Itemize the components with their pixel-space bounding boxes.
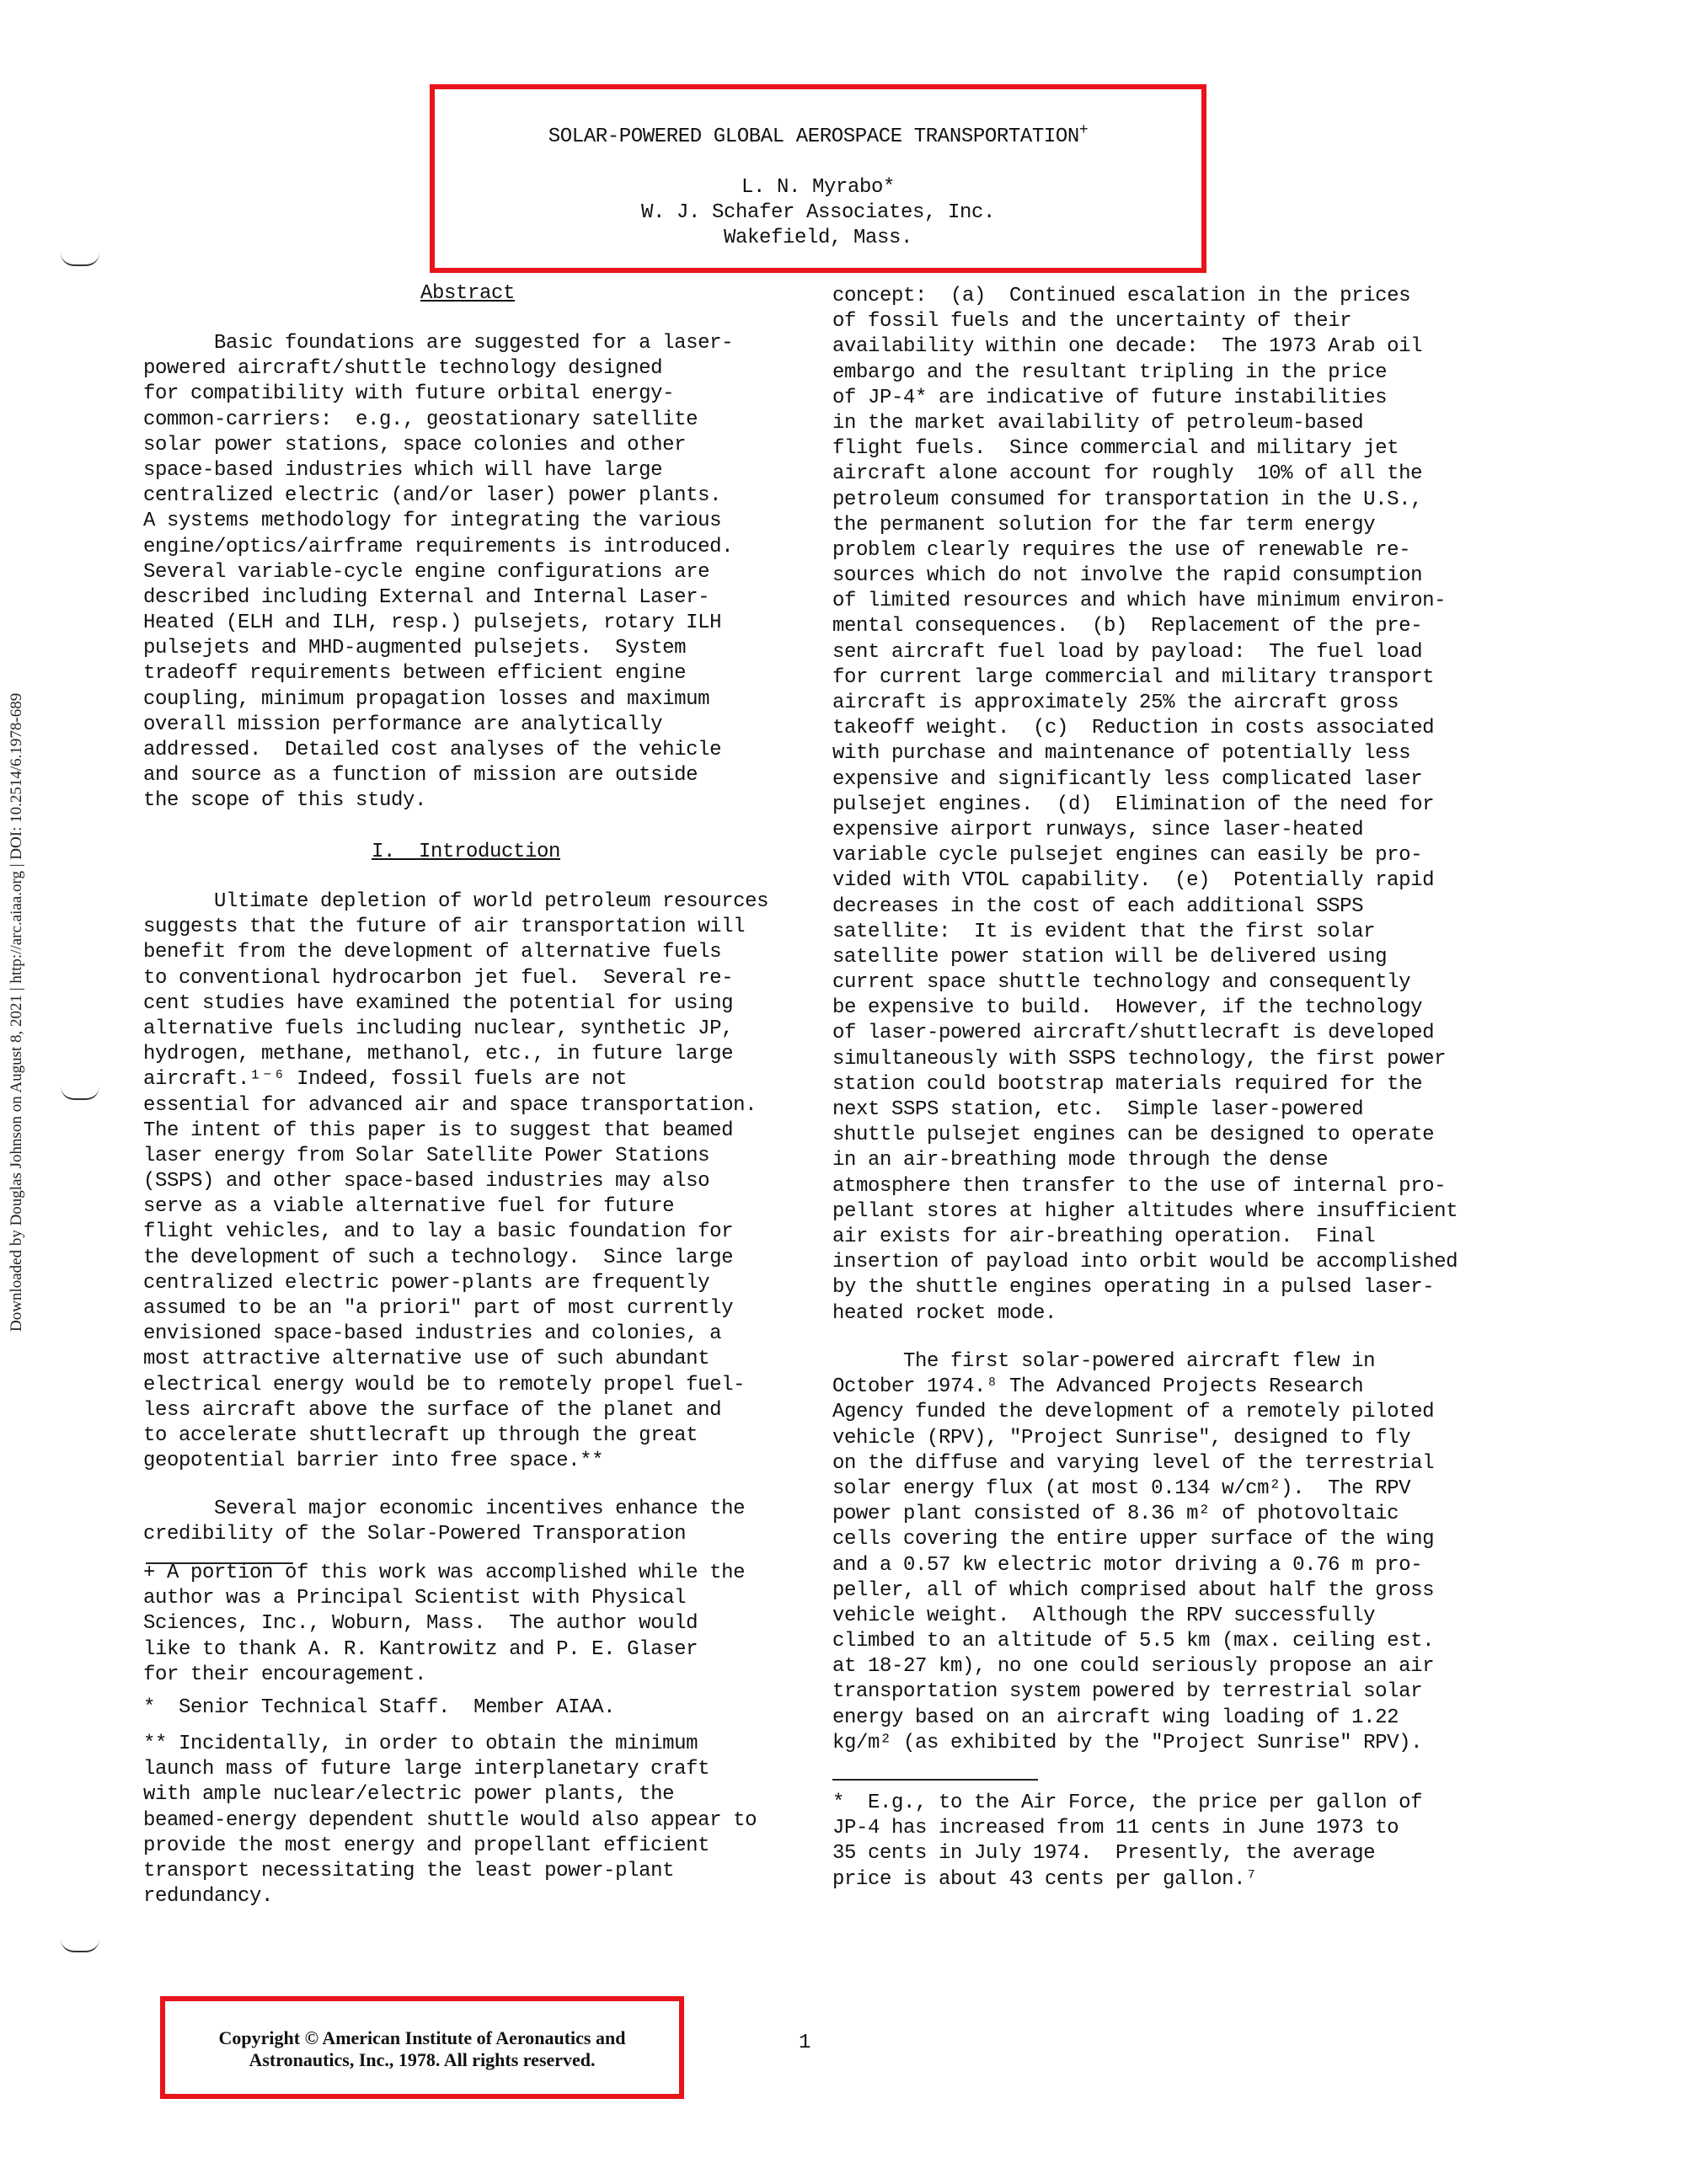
text-line: solar energy flux (at most 0.134 w/cm²). The RPV	[832, 1476, 1411, 1500]
text-line: envisioned space-based industries and colonies, a	[143, 1322, 722, 1346]
text-line: availability within one decade: The 1973 Arab oil	[832, 335, 1423, 359]
text-line: Agency funded the development of a remotely piloted	[832, 1401, 1435, 1424]
text-line: be expensive to build. However, if the technology	[832, 996, 1423, 1020]
text-line: the scope of this study.	[143, 789, 427, 813]
text-line: vehicle (RPV), "Project Sunrise", designed to fly	[832, 1426, 1411, 1450]
text-line: mental consequences. (b) Replacement of the pre-	[832, 615, 1423, 638]
text-line: petroleum consumed for transportation in the U.S.,	[832, 488, 1423, 511]
abstract-heading: Abstract	[420, 282, 516, 305]
author-location: Wakefield, Mass.	[723, 227, 913, 249]
copyright-notice	[160, 2027, 684, 2071]
text-line: air exists for air-breathing operation. Final	[832, 1225, 1376, 1248]
text-line: like to thank A. R. Kantrowitz and P. E. Glaser	[143, 1637, 698, 1661]
text-line: tradeoff requirements between efficient engine	[143, 662, 687, 686]
text-line: and a 0.57 kw electric motor driving a 0.76 m pro-	[832, 1553, 1423, 1577]
text-line: credibility of the Solar-Powered Transporation	[143, 1523, 687, 1546]
footnote-rule	[832, 1779, 1038, 1781]
text-line: the permanent solution for the far term energy	[832, 513, 1376, 537]
text-line: assumed to be an "a priori" part of most currently	[143, 1297, 734, 1320]
text-line: for their encouragement.	[143, 1663, 427, 1686]
text-line: Heated (ELH and ILH, resp.) pulsejets, rotary ILH	[143, 611, 722, 635]
text-line: current space shuttle technology and consequently	[832, 971, 1411, 995]
concept-paragraph	[832, 284, 1458, 1327]
paper-title: SOLAR-POWERED GLOBAL AEROSPACE TRANSPORTATION	[548, 125, 1079, 148]
footnote-double-star	[143, 1732, 757, 1909]
download-notice: Downloaded by Douglas Johnson on August 8, 2021 | http://arc.aiaa.org | DOI: 10.2514/6.1978-689	[8, 692, 25, 1332]
abstract-paragraph	[143, 331, 733, 814]
text-line: Several variable-cycle engine configurations are	[143, 560, 710, 584]
text-line: power plant consisted of 8.36 m² of photovoltaic	[832, 1503, 1399, 1526]
text-line: kg/m² (as exhibited by the "Project Sunrise" RPV).	[832, 1731, 1423, 1754]
text-line: common-carriers: e.g., geostationary satellite	[143, 408, 698, 431]
text-line: centralized electric power-plants are frequently	[143, 1271, 710, 1295]
copyright-line: Copyright © American Institute of Aeronautics and	[218, 2027, 626, 2048]
text-line: aircraft alone account for roughly 10% of all the	[832, 462, 1423, 486]
text-line: flight fuels. Since commercial and military jet	[832, 437, 1399, 461]
text-line: on the diffuse and varying level of the terrestrial	[832, 1451, 1435, 1475]
text-line: geopotential barrier into free space.**	[143, 1450, 604, 1473]
text-line: satellite power station will be delivered using	[832, 945, 1388, 969]
text-line: satellite: It is evident that the first solar	[832, 920, 1376, 943]
text-line: addressed. Detailed cost analyses of the vehicle	[143, 739, 722, 761]
text-line: suggests that the future of air transportation will	[143, 916, 746, 939]
text-line: solar power stations, space colonies and other	[143, 433, 687, 457]
text-line: overall mission performance are analytically	[143, 713, 663, 736]
text-line: with ample nuclear/electric power plants, the	[143, 1783, 675, 1807]
text-line: and source as a function of mission are outside	[143, 764, 698, 788]
text-line: energy based on an aircraft wing loading of 1.22	[832, 1706, 1399, 1729]
text-line: Several major economic incentives enhance the	[143, 1498, 746, 1520]
text-line: The intent of this paper is to suggest that beamed	[143, 1119, 734, 1142]
footnote-jp4-price	[832, 1791, 1422, 1893]
text-line: pulsejets and MHD-augmented pulsejets. System	[143, 637, 687, 660]
text-line: of laser-powered aircraft/shuttlecraft is developed	[832, 1022, 1435, 1045]
text-line: Basic foundations are suggested for a laser-	[143, 332, 734, 355]
text-line: pellant stores at higher altitudes where insufficient	[832, 1199, 1458, 1223]
text-line: ** Incidentally, in order to obtain the minimum	[143, 1733, 698, 1755]
text-line: in an air-breathing mode through the dense	[832, 1149, 1329, 1172]
text-line: author was a Principal Scientist with Physical	[143, 1587, 687, 1610]
binding-hole-mark	[61, 1939, 99, 1952]
binding-hole-mark	[61, 253, 99, 266]
text-line: peller, all of which comprised about half the gross	[832, 1578, 1435, 1602]
text-line: variable cycle pulsejet engines can easily be pro-	[832, 844, 1423, 868]
binding-hole-mark	[61, 1087, 99, 1100]
text-line: of JP-4* are indicative of future instabilities	[832, 386, 1388, 409]
copyright-line: Astronautics, Inc., 1978. All rights reserved.	[249, 2049, 596, 2070]
text-line: to accelerate shuttlecraft up through the great	[143, 1423, 698, 1447]
text-line: flight vehicles, and to lay a basic foundation for	[143, 1220, 734, 1244]
text-line: less aircraft above the surface of the planet and	[143, 1398, 722, 1422]
text-line: described including External and Internal Laser-	[143, 585, 710, 609]
text-line: space-based industries which will have large	[143, 458, 663, 482]
title-footnote-mark: +	[1078, 122, 1089, 139]
text-line: for current large commercial and military transport	[832, 665, 1435, 689]
author-name: L. N. Myrabo*	[741, 176, 896, 199]
text-line: alternative fuels including nuclear, synthetic JP,	[143, 1017, 734, 1040]
text-line: (SSPS) and other space-based industries may also	[143, 1170, 710, 1193]
text-line: transport necessitating the least power-plant	[143, 1859, 675, 1882]
text-line: sent aircraft fuel load by payload: The fuel load	[832, 640, 1423, 664]
text-line: provide the most energy and propellant efficient	[143, 1834, 710, 1857]
text-line: + A portion of this work was accomplished while the	[143, 1562, 746, 1584]
text-line: electrical energy would be to remotely propel fuel-	[143, 1373, 746, 1396]
text-line: essential for advanced air and space transportation.	[143, 1093, 757, 1117]
text-line: heated rocket mode.	[832, 1301, 1057, 1325]
text-line: October 1974.⁸ The Advanced Projects Research	[832, 1375, 1364, 1399]
text-line: The first solar-powered aircraft flew in	[832, 1350, 1376, 1373]
text-line: centralized electric (and/or laser) power plants.	[143, 484, 722, 508]
text-line: takeoff weight. (c) Reduction in costs associated	[832, 717, 1435, 740]
incentives-paragraph	[143, 1497, 745, 1547]
text-line: launch mass of future large interplanetary craft	[143, 1758, 710, 1781]
text-line: the development of such a technology. Since large	[143, 1246, 734, 1269]
text-line: of fossil fuels and the uncertainty of their	[832, 310, 1352, 334]
text-line: in the market availability of petroleum-based	[832, 411, 1364, 435]
text-line: by the shuttle engines operating in a pulsed laser-	[832, 1276, 1435, 1300]
text-line: aircraft.¹⁻⁶ Indeed, fossil fuels are not	[143, 1068, 628, 1092]
text-line: hydrogen, methane, methanol, etc., in future large	[143, 1043, 734, 1066]
text-line: * E.g., to the Air Force, the price per gallon of	[832, 1792, 1423, 1814]
text-line: of limited resources and which have minimum environ-	[832, 590, 1447, 613]
text-line: JP-4 has increased from 11 cents in June 1973 to	[832, 1817, 1399, 1840]
text-line: insertion of payload into orbit would be accomplished	[832, 1251, 1458, 1274]
first-solar-aircraft-paragraph	[832, 1349, 1434, 1756]
text-line: Ultimate depletion of world petroleum resources	[143, 890, 769, 913]
text-line: atmosphere then transfer to the use of internal pro-	[832, 1174, 1447, 1198]
text-line: beamed-energy dependent shuttle would also appear to	[143, 1808, 757, 1832]
text-line: next SSPS station, etc. Simple laser-powered	[832, 1098, 1364, 1121]
text-line: engine/optics/airframe requirements is introduced.	[143, 535, 734, 558]
text-line: coupling, minimum propagation losses and maximum	[143, 687, 710, 711]
text-line: expensive and significantly less complicated laser	[832, 767, 1423, 791]
text-line: * Senior Technical Staff. Member AIAA.	[143, 1696, 616, 1719]
text-line: embargo and the resultant tripling in the price	[832, 360, 1388, 384]
text-line: cells covering the entire upper surface of the wing	[832, 1528, 1435, 1551]
text-line: concept: (a) Continued escalation in the prices	[832, 285, 1411, 307]
text-line: decreases in the cost of each additional SSPS	[832, 894, 1364, 918]
text-line: 35 cents in July 1974. Presently, the average	[832, 1842, 1376, 1866]
text-line: vehicle weight. Although the RPV successfully	[832, 1604, 1376, 1627]
text-line: vided with VTOL capability. (e) Potentially rapid	[832, 869, 1435, 893]
introduction-paragraph	[143, 889, 768, 1474]
text-line: A systems methodology for integrating the various	[143, 510, 722, 533]
text-line: for compatibility with future orbital energy-	[143, 382, 675, 406]
text-line: expensive airport runways, since laser-heated	[832, 818, 1364, 841]
text-line: Sciences, Inc., Woburn, Mass. The author would	[143, 1612, 698, 1636]
text-line: problem clearly requires the use of renewable re-	[832, 538, 1411, 562]
author-affiliation: W. J. Schafer Associates, Inc.	[640, 201, 996, 224]
text-line: price is about 43 cents per gallon.⁷	[832, 1867, 1258, 1891]
text-line: shuttle pulsejet engines can be designed to operate	[832, 1124, 1435, 1147]
text-line: to conventional hydrocarbon jet fuel. Several re-	[143, 966, 734, 990]
text-line: with purchase and maintenance of potentially less	[832, 742, 1411, 766]
text-line: powered aircraft/shuttle technology designed	[143, 357, 663, 381]
page-number: 1	[799, 2032, 811, 2054]
text-line: simultaneously with SSPS technology, the first power	[832, 1047, 1447, 1071]
text-line: climbed to an altitude of 5.5 km (max. ceiling est.	[832, 1630, 1435, 1653]
footnote-plus	[143, 1561, 745, 1688]
text-line: transportation system powered by terrestrial solar	[832, 1680, 1423, 1704]
text-line: most attractive alternative use of such abundant	[143, 1348, 710, 1371]
text-line: sources which do not involve the rapid consumption	[832, 564, 1423, 588]
title-block	[430, 118, 1206, 251]
footnote-star	[143, 1695, 615, 1721]
introduction-heading: I. Introduction	[372, 841, 561, 863]
text-line: benefit from the development of alternative fuels	[143, 941, 722, 964]
text-line: at 18-27 km), no one could seriously propose an air	[832, 1655, 1435, 1679]
text-line: redundancy.	[143, 1885, 274, 1909]
text-line: pulsejet engines. (d) Elimination of the need for	[832, 793, 1435, 816]
text-line: station could bootstrap materials required for the	[832, 1072, 1423, 1096]
text-line: laser energy from Solar Satellite Power Stations	[143, 1144, 710, 1167]
text-line: serve as a viable alternative fuel for future	[143, 1195, 675, 1219]
text-line: aircraft is approximately 25% the aircraft gross	[832, 692, 1399, 714]
text-line: cent studies have examined the potential for using	[143, 991, 734, 1015]
